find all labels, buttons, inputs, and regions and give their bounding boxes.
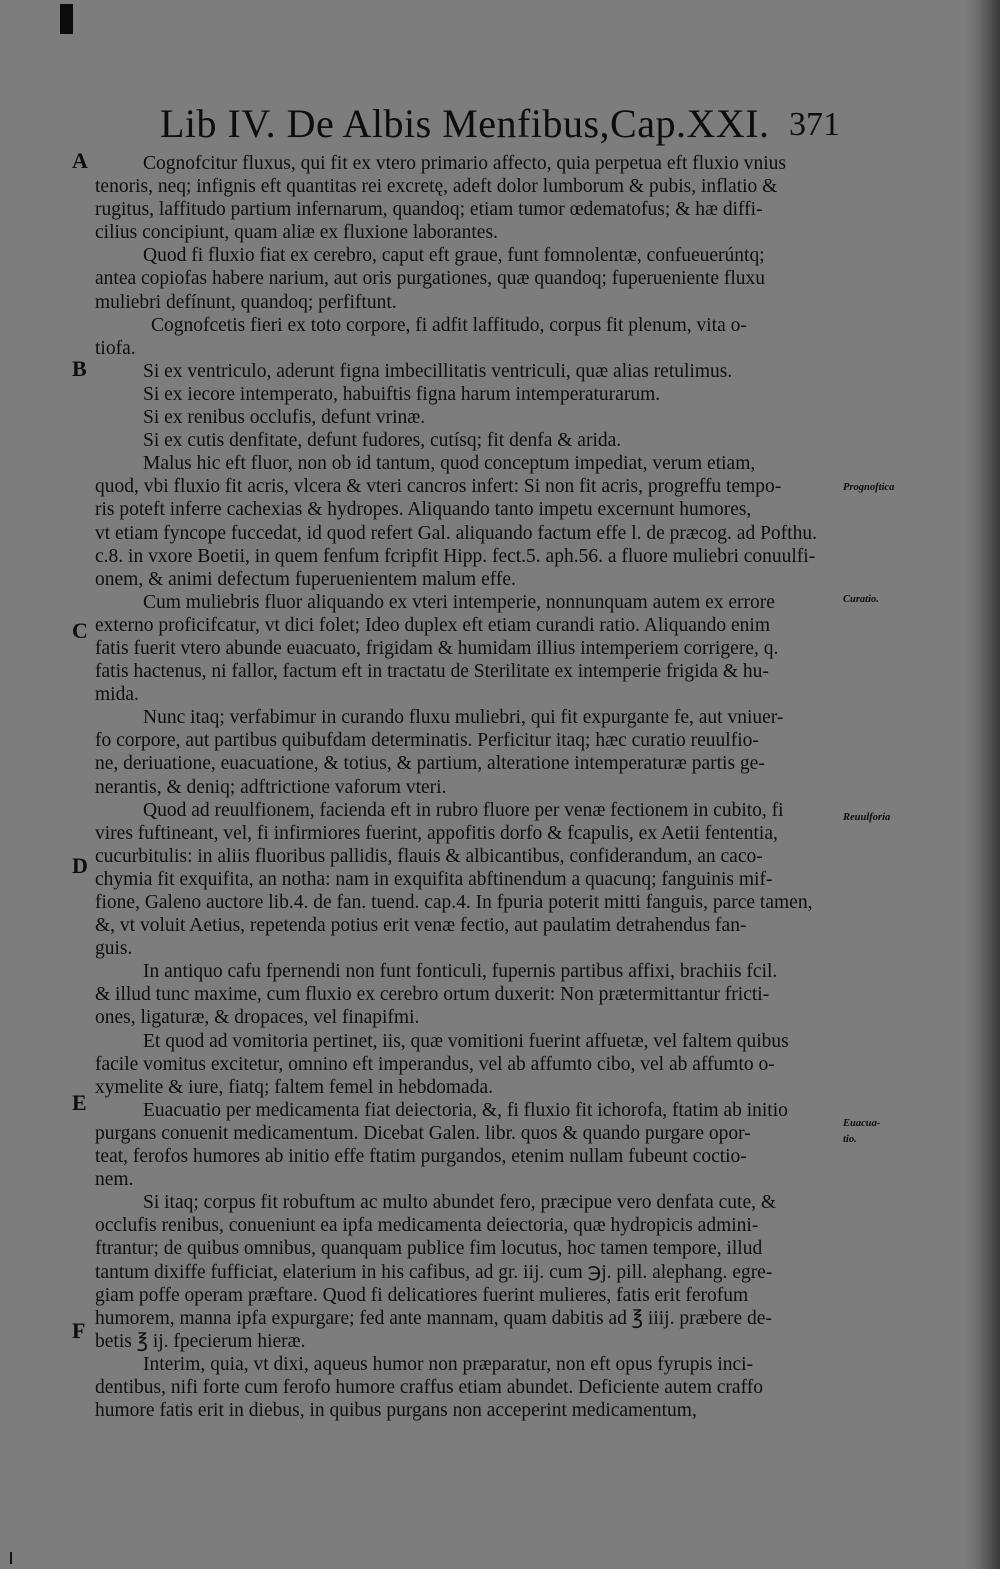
ink-mark bbox=[60, 4, 73, 34]
text-line: facile vomitus excitetur, omnino eft imperandus, vel ab affumto cibo, vel ab affumto o- bbox=[95, 1053, 775, 1075]
margin-note-prognostica: Prognoftica bbox=[843, 482, 895, 493]
text-line: Si ex iecore intemperato, habuiftis figna harum intemperaturarum. bbox=[143, 383, 661, 405]
text-line: purgans conuenit medicamentum. Dicebat Galen. libr. quos & quando purgare opor- bbox=[95, 1122, 751, 1144]
text-line: xymelite & iure, fiatq; faltem femel in hebdomada. bbox=[95, 1076, 493, 1098]
text-line: giam poffe operam præftare. Quod fi delicatiores fuerint mulieres, fatis erit ferofum bbox=[95, 1284, 749, 1306]
text-line: Si itaq; corpus fit robuftum ac multo abundet fero, præcipue vero denfata cute, & bbox=[143, 1192, 777, 1214]
text-line: Cum muliebris fluor aliquando ex vteri intemperie, nonnunquam autem ex errore bbox=[143, 591, 775, 613]
text-line: c.8. in vxore Boetii, in quem fenfum fcripfit Hipp. fect.5. aph.56. a fluore muliebri conuulfi- bbox=[95, 545, 816, 567]
text-line: fione, Galeno auctore lib.4. de fan. tuend. cap.4. In fpuria poterit mitti fanguis, parce tamen, bbox=[95, 892, 813, 913]
section-letter-a: A bbox=[72, 148, 88, 173]
margin-note-euacuatio-cont: tio. bbox=[843, 1134, 857, 1145]
text-line: Si ex ventriculo, aderunt figna imbecillitatis ventriculi, quæ alias retulimus. bbox=[143, 360, 733, 382]
text-line: Et quod ad vomitoria pertinet, iis, quæ vomitioni fuerint affuetæ, vel faltem quibus bbox=[143, 1030, 789, 1052]
text-line: nem. bbox=[95, 1169, 134, 1191]
text-line: quod, vbi fluxio fit acris, vlcera & vteri cancros infert: Si non fit acris, progreffu tempo- bbox=[95, 476, 782, 498]
text-line: muliebri defínunt, quandoq; perfiftunt. bbox=[95, 291, 397, 313]
page-edge-shadow bbox=[966, 0, 1000, 1569]
text-line: Cognofcetis fieri ex toto corpore, fi adfit laffitudo, corpus fit plenum, vita o- bbox=[151, 314, 747, 336]
margin-note-curatio: Curatio. bbox=[843, 594, 879, 605]
text-line: fatis hactenus, ni fallor, factum eft in tractatu de Sterilitate ex intemperie frigida & hu- bbox=[95, 661, 769, 683]
page-number: 371 bbox=[789, 106, 840, 143]
section-letter-e: E bbox=[72, 1090, 87, 1115]
text-line: vires fuftineant, vel, fi infirmiores fuerint, appofitis dorfo & fcapulis, ex Aetii fententia, bbox=[95, 822, 778, 844]
text-line: humorem, manna ipfa expurgare; fed ante mannam, quam dabitis ad ℥ iiij. præbere de- bbox=[95, 1307, 772, 1329]
text-line: teat, ferofos humores ab initio effe ftatim purgandos, etenim nullam fubeunt coctio- bbox=[95, 1146, 747, 1168]
text-line: rugitus, laffitudo partium infernarum, quandoq; etiam tumor œdematofus; & hæ diffi- bbox=[95, 199, 763, 221]
text-line: nerantis, & deniq; adftrictione vaforum vteri. bbox=[95, 776, 447, 798]
section-letter-f: F bbox=[72, 1318, 86, 1343]
ink-mark bbox=[10, 1552, 12, 1564]
text-line: guis. bbox=[95, 938, 133, 960]
running-header bbox=[160, 100, 840, 150]
text-line: Quod fi fluxio fiat ex cerebro, caput eft graue, funt fomnolentæ, confueuerúntq; bbox=[143, 245, 765, 267]
text-line: dentibus, nifi forte cum ferofo humore craffus etiam abundet. Deficiente autem craffo bbox=[95, 1376, 763, 1398]
text-line: betis ℥ ij. fpecierum hieræ. bbox=[95, 1330, 306, 1352]
text-line: fo corpore, aut partibus quibufdam determinatis. Perficitur itaq; hæc curatio reuulfio- bbox=[95, 730, 759, 752]
text-line: ne, deriuatione, euacuatione, & totius, & partium, alteratione intemperaturæ partis ge- bbox=[95, 753, 765, 775]
text-line: tenoris, neq; infignis eft quantitas rei excretę, adeft dolor lumborum & pubis, inflatio & bbox=[95, 176, 778, 198]
body-text bbox=[95, 152, 840, 1422]
text-line: fatis fuerit vtero abunde euacuato, frigidam & humidam illius intemperiem corrigere, q. bbox=[95, 637, 779, 659]
text-line: humore fatis erit in diebus, in quibus purgans non acceperint medicamentum, bbox=[95, 1400, 697, 1422]
text-line: tantum dixiffe fufficiat, elaterium in his cafibus, ad gr. iij. cum ℈j. pill. alephang. egre- bbox=[95, 1261, 773, 1283]
text-line: cucurbitulis: in aliis fluoribus pallidis, flauis & albicantibus, confiderandum, an caco- bbox=[95, 845, 763, 867]
text-line: externo proficifcatur, vt dici folet; Ideo duplex eft etiam curandi ratio. Aliquando enim bbox=[95, 614, 770, 636]
section-letter-d: D bbox=[72, 853, 88, 878]
text-line: Quod ad reuulfionem, facienda eft in rubro fluore per venæ fectionem in cubito, fi bbox=[143, 799, 784, 821]
text-line: tiofa. bbox=[95, 337, 136, 359]
text-line: Malus hic eft fluor, non ob id tantum, quod conceptum impediat, verum etiam, bbox=[143, 453, 756, 475]
text-line: chymia fit exquifita, an notha: nam in exquifita abftinendum a quacunq; fanguinis mif- bbox=[95, 868, 773, 890]
section-letter-c: C bbox=[72, 618, 88, 643]
text-line: Nunc itaq; verfabimur in curando fluxu muliebri, qui fit expurgante fe, aut vniuer- bbox=[143, 707, 784, 729]
section-letter-b: B bbox=[72, 356, 87, 381]
text-line: onem, & animi defectum fuperuenientem malum effe. bbox=[95, 568, 516, 590]
text-line: Si ex renibus occlufis, defunt vrinæ. bbox=[143, 407, 426, 429]
text-line: mida. bbox=[95, 684, 139, 706]
text-line: vt etiam fyncope fuccedat, id quod refert Gal. aliquando factum effe l. de præcog. ad Pofthu. bbox=[95, 522, 817, 544]
text-line: Si ex cutis denfitate, defunt fudores, cutísq; fit denfa & arida. bbox=[143, 430, 622, 452]
margin-note-reuulsoria: Reuulforia bbox=[843, 812, 891, 823]
text-line: &, vt voluit Aetius, repetenda potius erit venæ fectio, aut paulatim detrahendus fan- bbox=[95, 915, 747, 937]
text-line: occlufis renibus, conueniunt ea ipfa medicamenta deiectoria, quæ hydropicis admini- bbox=[95, 1215, 759, 1237]
text-line: ftrantur; de quibus omnibus, quanquam publice fim locutus, hoc tamen tempore, illud bbox=[95, 1238, 763, 1260]
header-title: Lib IV. De Albis Menfibus,Cap.XXI. bbox=[160, 101, 770, 146]
text-line: Interim, quia, vt dixi, aqueus humor non præparatur, non eft opus fyrupis inci- bbox=[143, 1353, 754, 1375]
text-line: & illud tunc maxime, cum fluxio ex cerebro ortum duxerit: Non prætermittantur fricti- bbox=[95, 984, 770, 1006]
text-line: antea copiofas habere narium, aut oris purgationes, quæ quandoq; fuperueniente fluxu bbox=[95, 268, 766, 290]
text-line: ris poteft inferre cachexias & hydropes. Aliquando tanto impetu excernunt humores, bbox=[95, 499, 752, 521]
text-line: ones, ligaturæ, & dropaces, vel finapifmi. bbox=[95, 1007, 420, 1029]
text-line: Cognofcitur fluxus, qui fit ex vtero primario affecto, quia perpetua eft fluxio vnius bbox=[143, 153, 786, 174]
text-line: In antiquo cafu fpernendi non funt fonticuli, fupernis partibus affixi, brachiis fcil. bbox=[143, 961, 778, 983]
text-line: Euacuatio per medicamenta fiat deiectoria, &, fi fluxio fit ichorofa, ftatim ab initio bbox=[143, 1099, 788, 1121]
text-line: cilius concipiunt, quam aliæ ex fluxione laborantes. bbox=[95, 222, 498, 244]
margin-note-euacuatio: Euacua- bbox=[843, 1118, 881, 1129]
